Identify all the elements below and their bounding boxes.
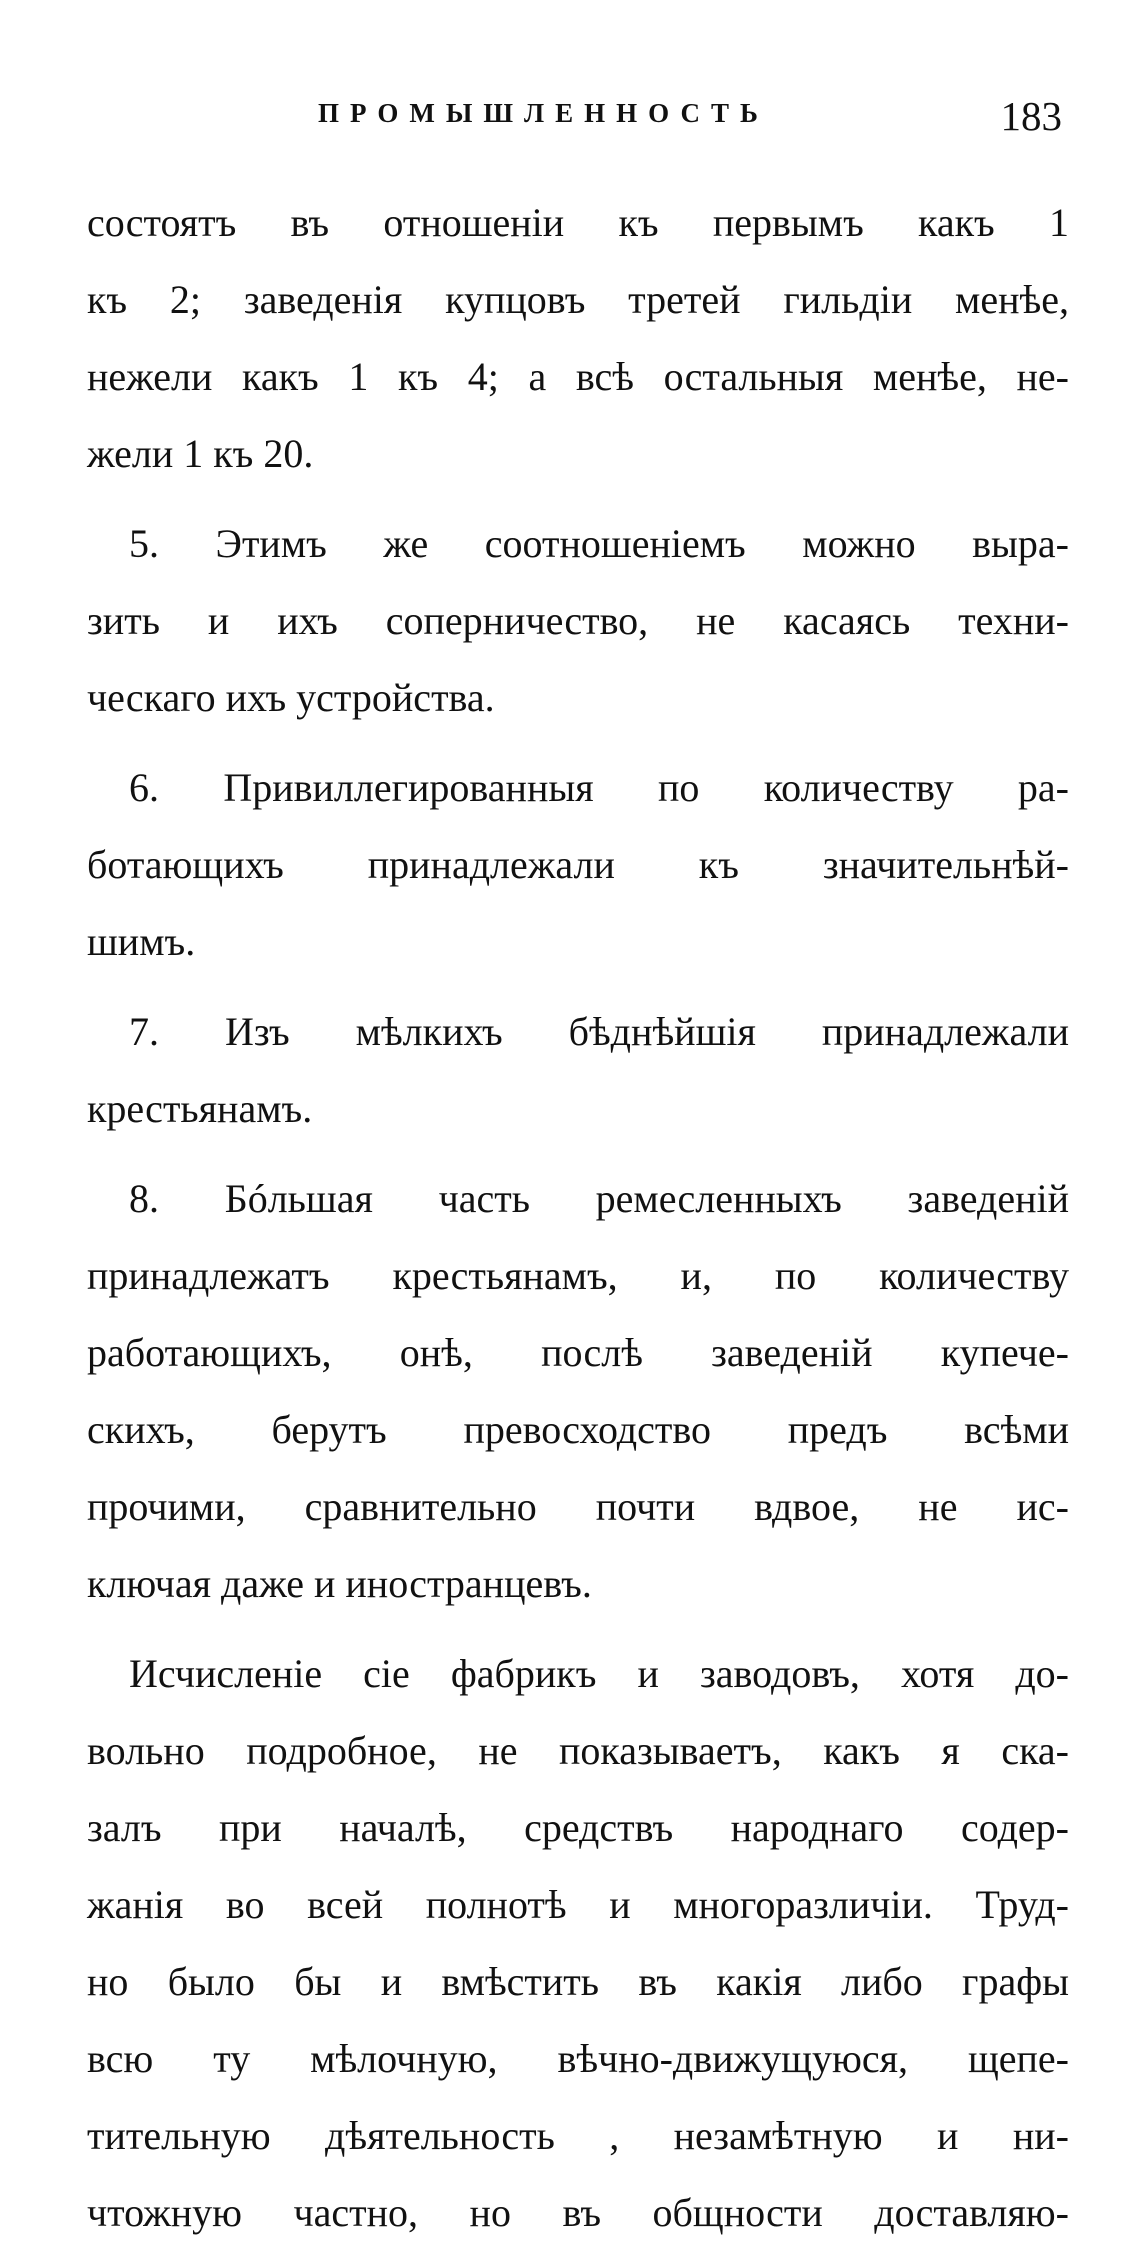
text-line: скихъ, берутъ превосходство предъ всѣми <box>87 1407 1069 1452</box>
text-line: крестьянамъ. <box>87 1086 313 1131</box>
text-line: 5. Этимъ же соотношеніемъ можно выра- <box>129 521 1069 566</box>
text-line: 7. Изъ мѣлкихъ бѣднѣйшія принадлежали <box>129 1009 1069 1054</box>
body-text <box>87 184 1069 2251</box>
text-line: Исчисленіе сіе фабрикъ и заводовъ, хотя до- <box>129 1651 1069 1696</box>
text-line: залъ при началѣ, средствъ народнаго содер- <box>87 1805 1069 1850</box>
text-line: работающихъ, онѣ, послѣ заведеній купече- <box>87 1330 1069 1375</box>
text-line: ключая даже и иностранцевъ. <box>87 1561 592 1606</box>
text-line: тительную дѣятельность , незамѣтную и ни- <box>87 2113 1069 2158</box>
text-line: принадлежатъ крестьянамъ, и, по количеству <box>87 1253 1069 1298</box>
text-line: всю ту мѣлочную, вѣчно-движущуюся, щепе- <box>87 2036 1069 2081</box>
text-line: прочими, сравнительно почти вдвое, не ис- <box>87 1484 1069 1529</box>
text-line: чтожную частно, но въ общности доставляю- <box>87 2190 1069 2235</box>
text-line: ческаго ихъ устройства. <box>87 675 495 720</box>
text-line: жанія во всей полнотѣ и многоразличіи. Труд- <box>87 1882 1069 1927</box>
text-line: ботающихъ принадлежали къ значительнѣй- <box>87 842 1069 887</box>
page-number: 183 <box>1000 93 1062 139</box>
paragraph <box>87 1635 1069 2251</box>
text-line: 8. Бóльшая часть ремесленныхъ заведеній <box>129 1176 1069 1221</box>
paragraph <box>87 184 1069 492</box>
text-line: нежели какъ 1 къ 4; а всѣ остальныя менѣе, не- <box>87 354 1069 399</box>
paragraph <box>87 505 1069 736</box>
text-line: жели 1 къ 20. <box>87 431 314 476</box>
text-line: но было бы и вмѣстить въ какія либо графы <box>87 1959 1069 2004</box>
text-line: состоятъ въ отношеніи къ первымъ какъ 1 <box>87 200 1069 245</box>
paragraph <box>87 749 1069 980</box>
text-line: 6. Привиллегированныя по количеству ра- <box>129 765 1069 810</box>
running-title: ПРОМЫШЛЕННОСТЬ <box>318 98 769 128</box>
text-line: шимъ. <box>87 919 196 964</box>
text-line: къ 2; заведенія купцовъ третей гильдіи менѣе, <box>87 277 1069 322</box>
text-line: вольно подробное, не показываетъ, какъ я ска- <box>87 1728 1069 1773</box>
text-line: зить и ихъ соперничество, не касаясь техни- <box>87 598 1069 643</box>
page-header <box>0 92 1140 142</box>
paragraph <box>87 1160 1069 1622</box>
paragraph <box>87 993 1069 1147</box>
